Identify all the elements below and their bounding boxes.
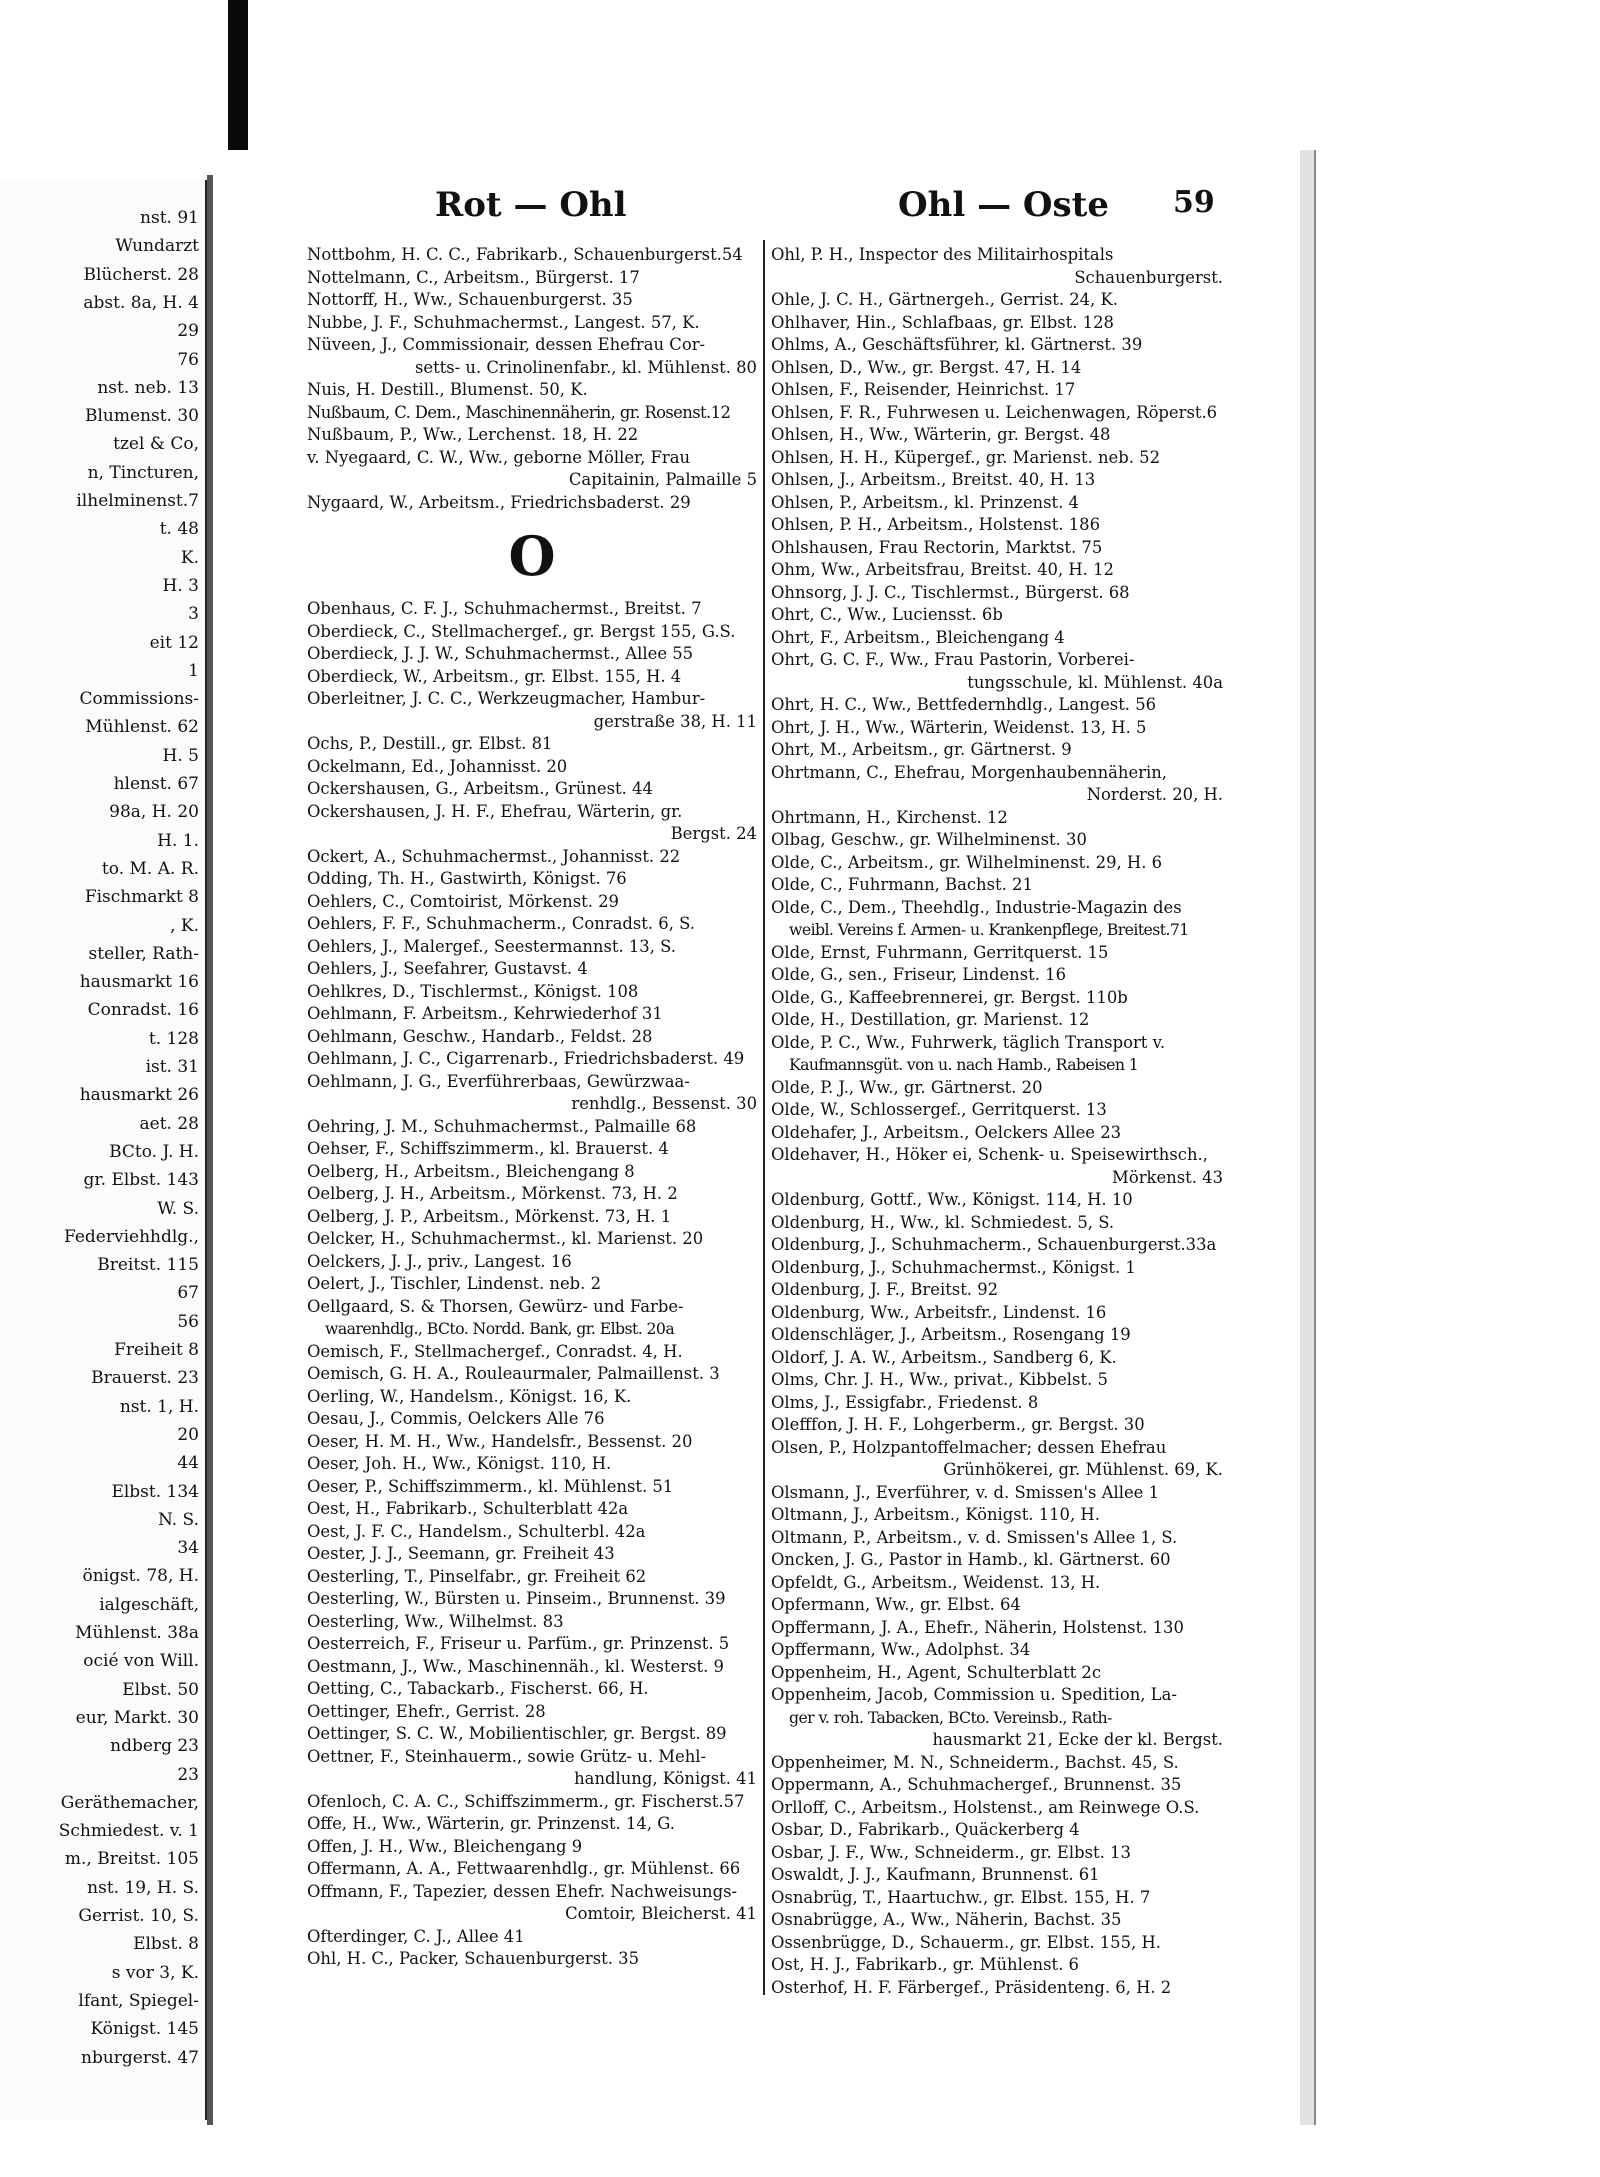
- directory-entry: Olsmann, J., Everführer, v. d. Smissen's Allee 1: [771, 1482, 1160, 1502]
- directory-entry: Oelberg, J. P., Arbeitsm., Mörkenst. 73, H. 1: [307, 1206, 672, 1226]
- directory-entry: Offermann, A. A., Fettwaarenhdlg., gr. Mühlenst. 66: [307, 1859, 741, 1878]
- directory-entry: Oehser, F., Schiffszimmerm., kl. Brauerst. 4: [307, 1139, 669, 1158]
- directory-entry: Opfermann, Ww., gr. Elbst. 64: [771, 1595, 1021, 1614]
- left-page-text: ist. 31: [145, 1057, 199, 1077]
- directory-entry: Olde, C., Dem., Theehdlg., Industrie-Magazin des: [771, 897, 1182, 917]
- directory-entry: Ossenbrügge, D., Schauerm., gr. Elbst. 155, H.: [771, 1932, 1161, 1952]
- left-page-text: 29: [177, 321, 199, 342]
- left-page-text: m., Breitst. 105: [64, 1849, 199, 1870]
- directory-entry: Ohlsen, F., Reisender, Heinrichst. 17: [771, 380, 1076, 399]
- directory-entry: Oettner, F., Steinhauerm., sowie Grütz- u. Mehl-: [307, 1746, 707, 1766]
- directory-entry: Oester, J. J., Seemann, gr. Freiheit 43: [307, 1544, 615, 1563]
- directory-entry: Obenhaus, C. F. J., Schuhmachermst., Breitst. 7: [307, 599, 702, 618]
- left-page-text: H. 3: [162, 575, 199, 596]
- left-page-text: Federviehhdlg.,: [63, 1226, 199, 1247]
- left-page-text: nst. 1, H.: [119, 1396, 199, 1417]
- left-page-text: Blumenst. 30: [84, 406, 199, 427]
- left-page-text: Mühlenst. 38a: [75, 1623, 199, 1643]
- directory-entry: Oehlers, F. F., Schuhmacherm., Conradst. 6, S.: [307, 914, 696, 933]
- directory-entry: Oldehafer, J., Arbeitsm., Oelckers Allee 23: [771, 1122, 1122, 1142]
- directory-entry: Oberdieck, C., Stellmachergef., gr. Bergst 155, G.S.: [307, 621, 736, 641]
- directory-entry: Oldenburg, J., Schuhmachermst., Königst. 1: [771, 1257, 1136, 1277]
- directory-entry: Olde, H., Destillation, gr. Marienst. 12: [771, 1010, 1090, 1029]
- directory-entry: Oberleitner, J. C. C., Werkzeugmacher, Hambur-: [307, 689, 706, 708]
- left-page-text: nst. neb. 13: [97, 377, 199, 398]
- left-page-text: lfant, Spiegel-: [78, 1990, 199, 2011]
- directory-entry: Oswaldt, J. J., Kaufmann, Brunnenst. 61: [771, 1865, 1100, 1884]
- header-left: Rot — Ohl: [435, 185, 627, 225]
- left-page-text: Gerrist. 10, S.: [78, 1906, 199, 1926]
- directory-entry: Oesterling, T., Pinselfabr., gr. Freiheit 62: [307, 1566, 647, 1586]
- column-rule: [763, 240, 765, 1995]
- directory-entry: Offe, H., Ww., Wärterin, gr. Prinzenst. 14, G.: [307, 1814, 675, 1833]
- directory-entry: Oeser, Joh. H., Ww., Königst. 110, H.: [307, 1454, 612, 1473]
- directory-entry: Oldenburg, J. F., Breitst. 92: [771, 1280, 999, 1299]
- directory-entry: Oest, J. F. C., Handelsm., Schulterbl. 42a: [307, 1521, 646, 1541]
- page-edge: [1300, 150, 1316, 2125]
- directory-entry: Osbar, J. F., Ww., Schneiderm., gr. Elbst. 13: [771, 1842, 1131, 1862]
- directory-entry: Olms, Chr. J. H., Ww., privat., Kibbelst. 5: [771, 1370, 1108, 1389]
- directory-entry: Ohlms, A., Geschäftsführer, kl. Gärtnerst. 39: [771, 335, 1143, 354]
- directory-entry: Oeser, P., Schiffszimmerm., kl. Mühlenst. 51: [307, 1476, 674, 1496]
- directory-entry: Nubbe, J. F., Schuhmachermst., Langest. 57, K.: [307, 312, 700, 332]
- directory-entry: Oemisch, G. H. A., Rouleaurmaler, Palmaillenst. 3: [307, 1364, 720, 1383]
- directory-entry: Norderst. 20, H.: [1086, 785, 1223, 804]
- directory-entry: Ohl, P. H., Inspector des Militairhospitals: [771, 245, 1114, 264]
- directory-entry: Ohlsen, P. H., Arbeitsm., Holstenst. 186: [771, 515, 1101, 534]
- directory-entry: Oest, H., Fabrikarb., Schulterblatt 42a: [307, 1499, 629, 1518]
- directory-entry: Oncken, J. G., Pastor in Hamb., kl. Gärtnerst. 60: [771, 1550, 1171, 1569]
- directory-entry: weibl. Vereins f. Armen- u. Krankenpflege, Breitest.71: [789, 920, 1189, 939]
- directory-entry: Ofenloch, C. A. C., Schiffszimmerm., gr. Fischerst.57: [307, 1791, 745, 1811]
- directory-entry: Olde, C., Fuhrmann, Bachst. 21: [771, 875, 1033, 894]
- left-page-text: n, Tincturen,: [87, 462, 199, 483]
- directory-entry: Capitainin, Palmaille 5: [568, 470, 757, 489]
- directory-entry: Osnabrügge, A., Ww., Näherin, Bachst. 35: [771, 1910, 1122, 1929]
- section-letter: [307, 514, 757, 598]
- directory-entry: Oettinger, Ehefr., Gerrist. 28: [307, 1701, 546, 1721]
- directory-entry: Oppenheim, Jacob, Commission u. Spedition, La-: [771, 1685, 1177, 1704]
- left-page-text: Commissions-: [79, 689, 199, 710]
- directory-entry: Oelcker, H., Schuhmachermst., kl. Marienst. 20: [307, 1229, 704, 1248]
- left-page-text: 98a, H. 20: [109, 802, 199, 823]
- directory-entry: Oehlmann, F. Arbeitsm., Kehrwiederhof 31: [307, 1004, 663, 1023]
- left-page-text: ndberg 23: [110, 1736, 199, 1757]
- directory-entry: Nottorff, H., Ww., Schauenburgerst. 35: [307, 290, 633, 309]
- directory-entry: Opffermann, Ww., Adolphst. 34: [771, 1640, 1031, 1659]
- directory-entry: Osnabrüg, T., Haartuchw., gr. Elbst. 155, H. 7: [771, 1887, 1151, 1907]
- directory-entry: Olefffon, J. H. F., Lohgerberm., gr. Bergst. 30: [771, 1415, 1145, 1434]
- directory-entry: Offmann, F., Tapezier, dessen Ehefr. Nachweisungs-: [307, 1881, 738, 1901]
- left-page-text: W. S.: [157, 1198, 199, 1219]
- directory-entry: Oldehaver, H., Höker ei, Schenk- u. Speisewirthsch.,: [771, 1145, 1208, 1164]
- left-page-text: t. 128: [148, 1028, 199, 1049]
- directory-entry: v. Nyegaard, C. W., Ww., geborne Möller, Frau: [307, 447, 691, 467]
- directory-entry: Oelckers, J. J., priv., Langest. 16: [307, 1251, 572, 1271]
- directory-entry: Nottelmann, C., Arbeitsm., Bürgerst. 17: [307, 267, 640, 287]
- directory-entry: Oesterling, W., Bürsten u. Pinseim., Brunnenst. 39: [307, 1589, 726, 1608]
- left-page-text: Mühlenst. 62: [85, 717, 199, 738]
- directory-entry: Ohrt, C., Ww., Luciensst. 6b: [771, 605, 1003, 624]
- left-page-text: hausmarkt 16: [79, 972, 199, 993]
- directory-entry: Ohlsen, H. H., Küpergef., gr. Marienst. neb. 52: [771, 447, 1161, 467]
- left-page-text: Schmiedest. v. 1: [58, 1821, 199, 1842]
- directory-entry: Oesau, J., Commis, Oelckers Alle 76: [307, 1409, 605, 1428]
- directory-entry: Osbar, D., Fabrikarb., Quäckerberg 4: [771, 1820, 1080, 1839]
- directory-entry: Ohnsorg, J. J. C., Tischlermst., Bürgerst. 68: [771, 582, 1130, 602]
- directory-entry: Opfeldt, G., Arbeitsm., Weidenst. 13, H.: [771, 1572, 1101, 1592]
- left-page-text: aet. 28: [139, 1113, 199, 1134]
- directory-entry: Ohrtmann, C., Ehefrau, Morgenhaubennäherin,: [771, 762, 1168, 782]
- directory-entry: Ohlsen, P., Arbeitsm., kl. Prinzenst. 4: [771, 492, 1079, 512]
- directory-entry: Oehlkres, D., Tischlermst., Königst. 108: [307, 981, 639, 1001]
- directory-entry: Oetting, C., Tabackarb., Fischerst. 66, H.: [307, 1679, 649, 1698]
- directory-entry: Olde, P. J., Ww., gr. Gärtnerst. 20: [771, 1077, 1043, 1097]
- left-page-text: eur, Markt. 30: [75, 1707, 199, 1728]
- left-page-text: K.: [180, 547, 199, 568]
- directory-entry: Oesterling, Ww., Wilhelmst. 83: [307, 1611, 564, 1631]
- directory-entry: Oellgaard, S. & Thorsen, Gewürz- und Farbe-: [307, 1296, 684, 1316]
- directory-entry: Ohrt, J. H., Ww., Wärterin, Weidenst. 13, H. 5: [771, 717, 1147, 737]
- directory-entry: Ohlhaver, Hin., Schlafbaas, gr. Elbst. 128: [771, 312, 1114, 332]
- directory-entry: Olsen, P., Holzpantoffelmacher; dessen Ehefrau: [771, 1437, 1167, 1457]
- directory-entry: Ohlsen, D., Ww., gr. Bergst. 47, H. 14: [771, 357, 1082, 377]
- left-page-text: ocié von Will.: [83, 1651, 199, 1672]
- directory-entry: setts- u. Crinolinenfabr., kl. Mühlenst. 80: [414, 357, 757, 377]
- left-page-text: to. M. A. R.: [101, 858, 199, 879]
- directory-entry: Olde, G., sen., Friseur, Lindenst. 16: [771, 965, 1067, 984]
- left-page-text: tzel & Co,: [113, 434, 199, 455]
- directory-entry: Olde, G., Kaffeebrennerei, gr. Bergst. 110b: [771, 987, 1128, 1007]
- left-column: [307, 244, 757, 1971]
- directory-entry: Oeser, H. M. H., Ww., Handelsfr., Bessenst. 20: [307, 1431, 693, 1451]
- directory-entry: Ockert, A., Schuhmachermst., Johannisst. 22: [307, 846, 681, 866]
- left-page-text: önigst. 78, H.: [82, 1566, 199, 1587]
- directory-entry: Olbag, Geschw., gr. Wilhelminenst. 30: [771, 830, 1087, 849]
- directory-entry: Oemisch, F., Stellmachergef., Conradst. 4, H.: [307, 1341, 683, 1361]
- directory-entry: Oldenburg, J., Schuhmacherm., Schauenburgerst.33a: [771, 1235, 1217, 1254]
- directory-entry: Oehlmann, J. G., Everführerbaas, Gewürzwaa-: [307, 1071, 690, 1091]
- left-page-text: Elbst. 134: [111, 1481, 199, 1502]
- directory-entry: Olde, W., Schlossergef., Gerritquerst. 13: [771, 1100, 1107, 1119]
- section-letter-glyph: O: [508, 523, 556, 588]
- directory-entry: handlung, Königst. 41: [574, 1769, 757, 1788]
- header-right: Ohl — Oste: [898, 185, 1110, 225]
- directory-entry: Nußbaum, P., Ww., Lerchenst. 18, H. 22: [307, 425, 639, 444]
- directory-entry: Ochs, P., Destill., gr. Elbst. 81: [307, 734, 553, 753]
- left-page-text: 56: [177, 1311, 199, 1332]
- directory-entry: Kaufmannsgüt. von u. nach Hamb., Rabeisen 1: [789, 1055, 1139, 1074]
- directory-entry: Nygaard, W., Arbeitsm., Friedrichsbaderst. 29: [307, 492, 691, 512]
- left-page-text: 34: [177, 1538, 199, 1559]
- directory-entry: Opffermann, J. A., Ehefr., Näherin, Holstenst. 130: [771, 1617, 1184, 1637]
- left-page-text: ialgeschäft,: [99, 1594, 199, 1615]
- left-page-text: 20: [177, 1424, 199, 1445]
- directory-entry: Ockelmann, Ed., Johannisst. 20: [307, 756, 568, 776]
- left-page-text: steller, Rath-: [88, 943, 199, 964]
- left-page-text: nburgerst. 47: [81, 2047, 199, 2068]
- directory-entry: Oesterreich, F., Friseur u. Parfüm., gr. Prinzenst. 5: [307, 1634, 730, 1653]
- directory-entry: Bergst. 24: [670, 824, 757, 843]
- left-page-fragment: [0, 180, 207, 2120]
- left-page-text: abst. 8a, H. 4: [83, 292, 199, 313]
- directory-entry: Oldenburg, Ww., Arbeitsfr., Lindenst. 16: [771, 1302, 1107, 1322]
- left-page-text: nst. 19, H. S.: [87, 1877, 199, 1898]
- left-page-text: Wundarzt: [115, 236, 199, 257]
- directory-entry: Ohrt, H. C., Ww., Bettfedernhdlg., Langest. 56: [771, 695, 1157, 714]
- directory-entry: Oettinger, S. C. W., Mobilientischler, gr. Bergst. 89: [307, 1724, 727, 1743]
- directory-entry: Ost, H. J., Fabrikarb., gr. Mühlenst. 6: [771, 1955, 1079, 1974]
- left-page-text: hlenst. 67: [113, 774, 199, 794]
- directory-entry: Offen, J. H., Ww., Bleichengang 9: [307, 1836, 583, 1856]
- directory-entry: Oltmann, J., Arbeitsm., Königst. 110, H.: [771, 1505, 1100, 1524]
- directory-entry: Ohlsen, H., Ww., Wärterin, gr. Bergst. 48: [771, 425, 1111, 444]
- directory-entry: Oelberg, J. H., Arbeitsm., Mörkenst. 73, H. 2: [307, 1184, 678, 1203]
- left-page-text: Geräthemacher,: [60, 1792, 199, 1813]
- directory-entry: Orlloff, C., Arbeitsm., Holstenst., am Reinwege O.S.: [771, 1797, 1200, 1817]
- directory-entry: waarenhdlg., BCto. Nordd. Bank, gr. Elbst. 20a: [325, 1319, 675, 1338]
- left-page-text: 67: [177, 1283, 199, 1304]
- left-page-text: hausmarkt 26: [79, 1085, 199, 1106]
- directory-entry: Nüveen, J., Commissionair, dessen Ehefrau Cor-: [307, 335, 706, 354]
- left-page-text: , K.: [170, 915, 199, 936]
- directory-entry: Olde, C., Arbeitsm., gr. Wilhelminenst. 29, H. 6: [771, 852, 1163, 872]
- directory-entry: Osterhof, H. F. Färbergef., Präsidenteng. 6, H. 2: [771, 1977, 1172, 1997]
- directory-entry: Grünhökerei, gr. Mühlenst. 69, K.: [943, 1460, 1223, 1479]
- directory-entry: Oppermann, A., Schuhmachergef., Brunnenst. 35: [771, 1775, 1182, 1794]
- directory-entry: Oehlers, C., Comtoirist, Mörkenst. 29: [307, 891, 619, 911]
- directory-entry: Oldenburg, Gottf., Ww., Königst. 114, H. 10: [771, 1190, 1133, 1209]
- left-page-text: 1: [188, 660, 199, 681]
- left-page-text: H. 1.: [157, 830, 199, 851]
- directory-entry: Ohle, J. C. H., Gärtnergeh., Gerrist. 24, K.: [771, 290, 1118, 309]
- directory-entry: Ockershausen, J. H. F., Ehefrau, Wärterin, gr.: [307, 801, 683, 821]
- left-page-text: eit 12: [149, 632, 199, 653]
- directory-entry: renhdlg., Bessenst. 30: [571, 1094, 757, 1113]
- directory-entry: Nottbohm, H. C. C., Fabrikarb., Schauenburgerst.54: [307, 245, 743, 264]
- directory-entry: Oehlers, J., Seefahrer, Gustavst. 4: [307, 959, 588, 978]
- directory-entry: Oldorf, J. A. W., Arbeitsm., Sandberg 6, K.: [771, 1347, 1117, 1367]
- directory-entry: Oldenburg, H., Ww., kl. Schmiedest. 5, S.: [771, 1212, 1115, 1232]
- left-page-text: Fischmarkt 8: [84, 887, 199, 908]
- directory-entry: Oberdieck, W., Arbeitsm., gr. Elbst. 155, H. 4: [307, 666, 682, 686]
- directory-entry: Ohlshausen, Frau Rectorin, Marktst. 75: [771, 537, 1103, 557]
- left-page-text: Elbst. 8: [133, 1934, 199, 1955]
- left-page-text: 23: [177, 1764, 199, 1785]
- left-page-text: ilhelminenst.7: [76, 491, 199, 511]
- directory-entry: Olde, P. C., Ww., Fuhrwerk, täglich Transport v.: [771, 1032, 1166, 1052]
- directory-entry: Nuis, H. Destill., Blumenst. 50, K.: [307, 380, 588, 399]
- directory-entry: Oppenheimer, M. N., Schneiderm., Bachst. 45, S.: [771, 1752, 1179, 1772]
- directory-entry: Oehring, J. M., Schuhmachermst., Palmaille 68: [307, 1116, 697, 1136]
- directory-entry: Oehlmann, J. C., Cigarrenarb., Friedrichsbaderst. 49: [307, 1049, 745, 1068]
- left-page-text: Breitst. 115: [97, 1255, 199, 1276]
- directory-entry: Odding, Th. H., Gastwirth, Königst. 76: [307, 869, 627, 888]
- directory-entry: Oehlers, J., Malergef., Seestermannst. 13, S.: [307, 936, 677, 956]
- directory-entry: Ohlsen, F. R., Fuhrwesen u. Leichenwagen, Röperst.6: [771, 402, 1218, 422]
- left-page-text: 44: [177, 1453, 199, 1474]
- left-page-text: gr. Elbst. 143: [83, 1170, 199, 1191]
- directory-entry: gerstraße 38, H. 11: [593, 711, 757, 731]
- directory-entry: Ohrt, F., Arbeitsm., Bleichengang 4: [771, 627, 1065, 647]
- directory-entry: Ofterdinger, C. J., Allee 41: [307, 1926, 525, 1946]
- page-number: 59: [1173, 185, 1215, 220]
- directory-entry: Oelberg, H., Arbeitsm., Bleichengang 8: [307, 1161, 635, 1181]
- left-page-text: Blücherst. 28: [83, 264, 199, 285]
- left-page-text: N. S.: [157, 1509, 199, 1530]
- directory-entry: ger v. roh. Tabacken, BCto. Vereinsb., Rath-: [789, 1707, 1112, 1727]
- directory-entry: Ohrt, M., Arbeitsm., gr. Gärtnerst. 9: [771, 740, 1072, 759]
- directory-entry: Oerling, W., Handelsm., Königst. 16, K.: [307, 1386, 632, 1406]
- left-page-text: 76: [177, 349, 199, 370]
- directory-entry: Schauenburgerst.: [1074, 267, 1223, 287]
- directory-entry: hausmarkt 21, Ecke der kl. Bergst.: [932, 1730, 1223, 1749]
- directory-entry: Ohrt, G. C. F., Ww., Frau Pastorin, Vorberei-: [771, 650, 1135, 669]
- left-page-text: Freiheit 8: [114, 1340, 199, 1360]
- directory-entry: Comtoir, Bleicherst. 41: [565, 1904, 757, 1923]
- directory-entry: Ohrtmann, H., Kirchenst. 12: [771, 807, 1008, 827]
- left-page-text: Brauerst. 23: [91, 1368, 199, 1389]
- left-page-text: t. 48: [159, 519, 199, 540]
- directory-entry: Ohlsen, J., Arbeitsm., Breitst. 40, H. 13: [771, 470, 1096, 489]
- directory-entry: Oppenheim, H., Agent, Schulterblatt 2c: [771, 1662, 1102, 1682]
- directory-entry: Oehlmann, Geschw., Handarb., Feldst. 28: [307, 1026, 653, 1046]
- directory-entry: Nußbaum, C. Dem., Maschinennäherin, gr. Rosenst.12: [307, 402, 731, 422]
- left-page-text: H. 5: [162, 745, 199, 766]
- directory-entry: Mörkenst. 43: [1112, 1167, 1223, 1187]
- directory-entry: Ockershausen, G., Arbeitsm., Grünest. 44: [307, 779, 653, 798]
- directory-entry: Oelert, J., Tischler, Lindenst. neb. 2: [307, 1274, 602, 1293]
- left-page-text: nst. 91: [140, 208, 199, 228]
- directory-entry: Ohm, Ww., Arbeitsfrau, Breitst. 40, H. 12: [771, 560, 1114, 579]
- directory-entry: Oestmann, J., Ww., Maschinennäh., kl. Westerst. 9: [307, 1656, 724, 1676]
- directory-entry: Olms, J., Essigfabr., Friedenst. 8: [771, 1392, 1039, 1412]
- left-page-text: s vor 3, K.: [111, 1962, 199, 1983]
- directory-entry: Ohl, H. C., Packer, Schauenburgerst. 35: [307, 1949, 640, 1968]
- directory-entry: Oldenschläger, J., Arbeitsm., Rosengang 19: [771, 1325, 1131, 1344]
- directory-entry: Olde, Ernst, Fuhrmann, Gerritquerst. 15: [771, 942, 1109, 962]
- left-page-text: Königst. 145: [90, 2019, 199, 2040]
- left-page-text: BCto. J. H.: [109, 1141, 199, 1162]
- directory-entry: Oltmann, P., Arbeitsm., v. d. Smissen's Allee 1, S.: [771, 1527, 1178, 1547]
- left-page-text: Elbst. 50: [122, 1679, 199, 1700]
- left-page-text: 3: [188, 604, 199, 625]
- directory-entry: tungsschule, kl. Mühlenst. 40a: [967, 672, 1223, 692]
- left-page-text: Conradst. 16: [87, 1000, 199, 1021]
- directory-entry: Oberdieck, J. J. W., Schuhmachermst., Allee 55: [307, 644, 694, 663]
- right-column: [771, 244, 1223, 1999]
